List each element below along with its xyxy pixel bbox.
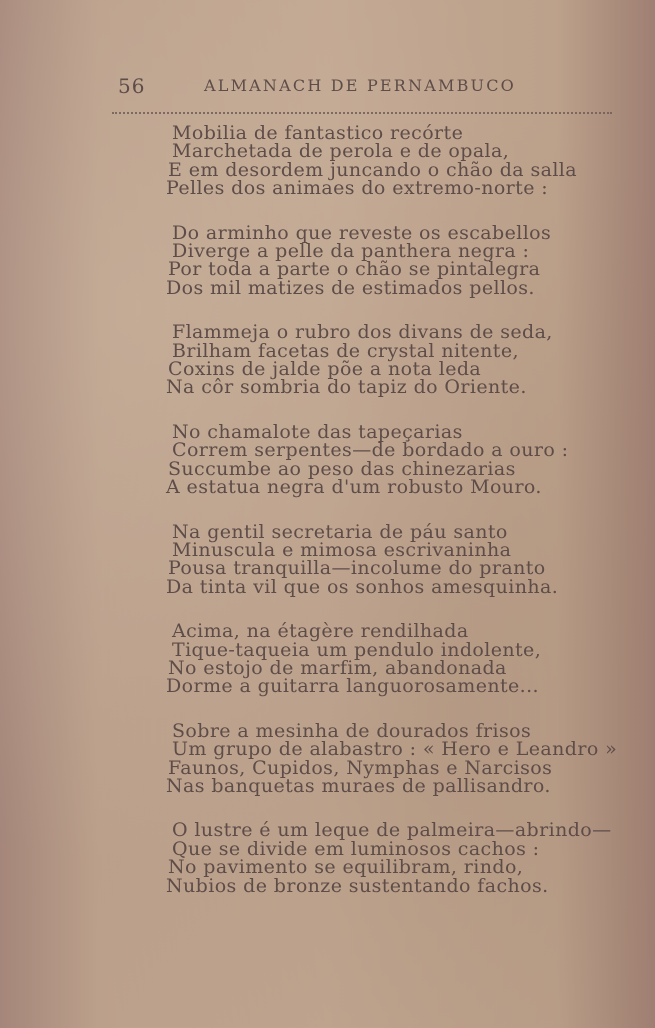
poem-line: Da tinta vil que os sonhos amesquinha. [166,575,559,598]
poem-line: Diverge a pelle da panthera negra : [172,240,530,263]
stanza-2 [160,221,630,299]
poem-line: Succumbe ao peso das chinezarias [168,457,516,480]
stanza-1 [160,124,630,198]
page-number: 56 [118,74,146,98]
poem-line: Nubios de bronze sustentando fachos. [166,874,549,897]
stanza-8 [160,821,630,895]
poem-line: Dos mil matizes de estimados pellos. [166,276,535,299]
poem-line: Acima, na étagère rendilhada [172,620,469,643]
poem-line: Minuscula e mimosa escrivaninha [172,538,512,561]
running-title: ALMANACH DE PERNAMBUCO [204,76,516,95]
poem-line: Pelles dos animaes do extremo-norte : [166,177,549,200]
stanza-7 [160,719,630,797]
poem-line: O lustre é um leque de palmeira—abrindo— [172,819,612,842]
poem-line: A estatua negra d'um robusto Mouro. [166,476,542,499]
poem-line: No chamalote das tapeçarias [172,420,463,443]
poem-line: Sobre a mesinha de dourados frisos [172,719,532,742]
poem-line: Tique-taqueia um pendulo indolente, [172,638,542,661]
page-header [118,74,618,104]
stanza-4 [160,420,630,499]
poem-line: Flammeja o rubro dos divans de seda, [172,321,553,344]
stanza-3 [160,323,630,397]
poem-line: Coxins de jalde põe a nota leda [168,358,482,381]
poem-line: Na côr sombria do tapiz do Oriente. [166,376,527,399]
stanza-6 [160,622,630,696]
poem-line: Um grupo de alabastro : « Hero e Leandro » [172,738,618,761]
poem-line: Dorme a guitarra languorosamente... [166,675,539,698]
poem-line: E em desordem juncando o chão da salla [168,158,578,181]
stanza-5 [160,520,630,598]
poem-line: Do arminho que reveste os escabellos [172,221,552,244]
poem-line: No estojo de marfim, abandonada [168,656,507,679]
header-rule [112,112,612,114]
poem-line: Por toda a parte o chão se pintalegra [168,258,541,281]
poem-line: Faunos, Cupidos, Nymphas e Narcisos [168,756,553,779]
poem-line: Brilham facetas de crystal nitente, [172,339,519,362]
poem-line: Que se divide em luminosos cachos : [172,837,540,860]
poem-line: Pousa tranquilla—incolume do pranto [168,557,546,580]
poem-line: Na gentil secretaria de páu santo [172,520,508,543]
poem-line: Correm serpentes—de bordado a ouro : [172,439,569,462]
poem-line: Nas banquetas muraes de pallisandro. [166,774,551,797]
poem [160,124,630,921]
poem-line: No pavimento se equilibram, rindo, [168,856,524,879]
poem-line: Mobilia de fantastico recórte [172,122,464,144]
poem-line: Marchetada de perola e de opala, [172,140,510,163]
